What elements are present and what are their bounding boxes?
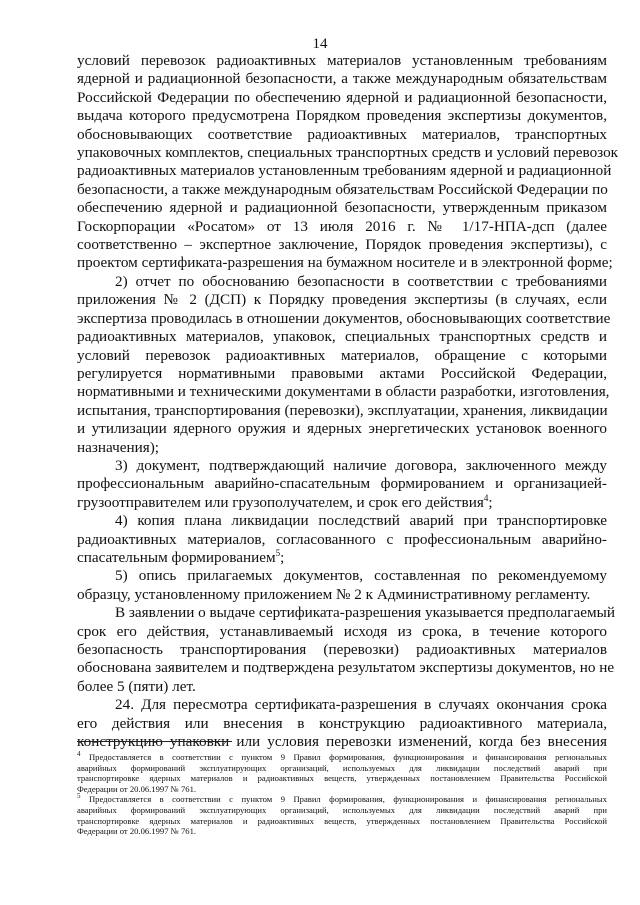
body-line: радиоактивных материалов, упаковок, специальных транспортных средств и — [77, 328, 607, 346]
footnote-mark-5: 5 — [77, 792, 81, 801]
footnote-line: Федерации от 20.06.1997 № 761. — [77, 783, 197, 794]
punctuation: ; — [280, 548, 285, 566]
footnote-mark-4: 4 — [77, 750, 81, 759]
document-body — [77, 52, 619, 751]
body-line: нормативными и техническими документами в области разработки, изготовления, — [77, 383, 610, 401]
footnote-text: Предоставляется в соответствии с пунктом 9 Правил формирования, функционирования и финансирования региональных — [88, 752, 607, 762]
body-line — [77, 494, 607, 512]
footnote-line: аварийных формирований эксплуатирующих организаций, используемых для ликвидации последствий аварий при — [77, 804, 607, 815]
body-line: профессиональным аварийно-спасательным формированием и организацией- — [77, 475, 607, 493]
item-24-line: 24. Для пересмотра сертификата-разрешения в случаях окончания срока — [115, 696, 607, 714]
footnote-line: транспортировке ядерных материалов и радиоактивных веществ, утвержденных постановлением Правительства Российской — [77, 773, 607, 784]
body-line: обоснована заявителем и подтверждена результатом экспертизы документов, но не — [77, 659, 615, 677]
body-line — [77, 549, 607, 567]
body-line: радиоактивных материалов, согласованного с профессиональным аварийно- — [77, 530, 607, 548]
body-line: экспертиза проводилась в отношении документов, обосновывающих соответствие — [77, 309, 611, 327]
body-line: обосновывающих соответствие радиоактивных материалов, транспортных — [77, 125, 607, 143]
footnote-line: аварийных формирований эксплуатирующих организаций, используемых для ликвидации последствий аварий при — [77, 762, 607, 773]
punctuation: ; — [488, 493, 493, 511]
footnote-5-line — [77, 794, 607, 805]
body-line: и утилизации ядерного оружия и ядерных энергетических установок военного — [77, 420, 607, 438]
body-line: приложения № 2 (ДСП) к Порядку проведения экспертизы (в случаях, если — [77, 291, 607, 309]
footnote-divider — [77, 741, 232, 742]
item-4-line: 4) копия плана ликвидации последствий аварий при транспортировке — [115, 512, 607, 530]
paragraph-line: В заявлении о выдаче сертификата-разрешения указывается предполагаемый — [115, 604, 615, 622]
body-line: проектом сертификата-разрешения на бумажном носителе и в электронной форме; — [77, 254, 613, 272]
body-line: образцу, установленному приложением № 2 к Административному регламенту. — [77, 585, 591, 603]
footnote-line: Федерации от 20.06.1997 № 761. — [77, 826, 197, 837]
body-line: его действия или внесения в конструкцию радиоактивного материала, — [77, 714, 607, 732]
body-line: ядерной и радиационной безопасности, а также международным обязательствам — [77, 70, 607, 88]
item-2-line: 2) отчет по обоснованию безопасности в соответствии с требованиями — [115, 272, 607, 290]
footnote-4-line — [77, 752, 607, 763]
footnote-ref-4: 4 — [483, 492, 489, 503]
body-line: радиоактивных материалов установленным требованиям ядерной и радиационной — [77, 162, 612, 180]
body-line: Госкорпорации «Росатом» от 13 июля 2016 г. № 1/17-НПА-дсп (далее — [77, 217, 607, 235]
body-line: регулируется нормативными правовыми актами Российской Федерации, — [77, 364, 607, 382]
footnote-line: транспортировке ядерных материалов и радиоактивных веществ, утвержденных постановлением Правительства Российской — [77, 815, 607, 826]
item-5-line: 5) опись прилагаемых документов, составленная по рекомендуемому — [115, 567, 607, 585]
body-line: конструкцию упаковки или условия перевозки изменений, когда без внесения — [77, 733, 607, 751]
page-number: 14 — [312, 36, 328, 52]
body-line: безопасность транспортирования (перевозки) радиоактивных материалов — [77, 641, 607, 658]
body-line: выдача которого предусмотрена Порядком проведения экспертизы документов, — [77, 107, 607, 125]
body-line: назначения); — [77, 438, 160, 456]
footnotes — [77, 752, 607, 837]
body-line: более 5 (пяти) лет. — [77, 677, 196, 695]
body-line: условий перевозок радиоактивных материалов, обращение с которыми — [77, 346, 607, 364]
body-line: безопасности, а также международным обязательствам Российской Федерации по — [77, 180, 608, 198]
body-line-text: спасательным формированием — [77, 548, 276, 566]
body-line: упаковочных комплектов, специальных транспортных средств и условий перевозок — [77, 144, 619, 162]
body-line: обеспечению ядерной и радиационной безопасности, утвержденным приказом — [77, 199, 607, 217]
body-line-text: грузоотправителем или грузополучателем, и срок его действия — [77, 493, 484, 511]
footnote-text: Предоставляется в соответствии с пунктом 9 Правил формирования, функционирования и финансирования региональных — [88, 794, 607, 805]
item-3-line: 3) документ, подтверждающий наличие договора, заключенного между — [115, 456, 607, 474]
body-line: соответственно – экспертное заключение, Порядок проведения экспертизы), с — [77, 236, 607, 254]
body-line: условий перевозок радиоактивных материалов установленным требованиям — [77, 52, 607, 69]
footnote-ref-5: 5 — [275, 547, 281, 558]
body-line: испытания, транспортирования (перевозки), эксплуатации, хранения, ликвидации — [77, 401, 608, 419]
body-line: Российской Федерации по обеспечению ядерной и радиационной безопасности, — [77, 88, 607, 106]
body-line: срок его действия, устанавливаемый исходя из срока, в течение которого — [77, 622, 607, 640]
